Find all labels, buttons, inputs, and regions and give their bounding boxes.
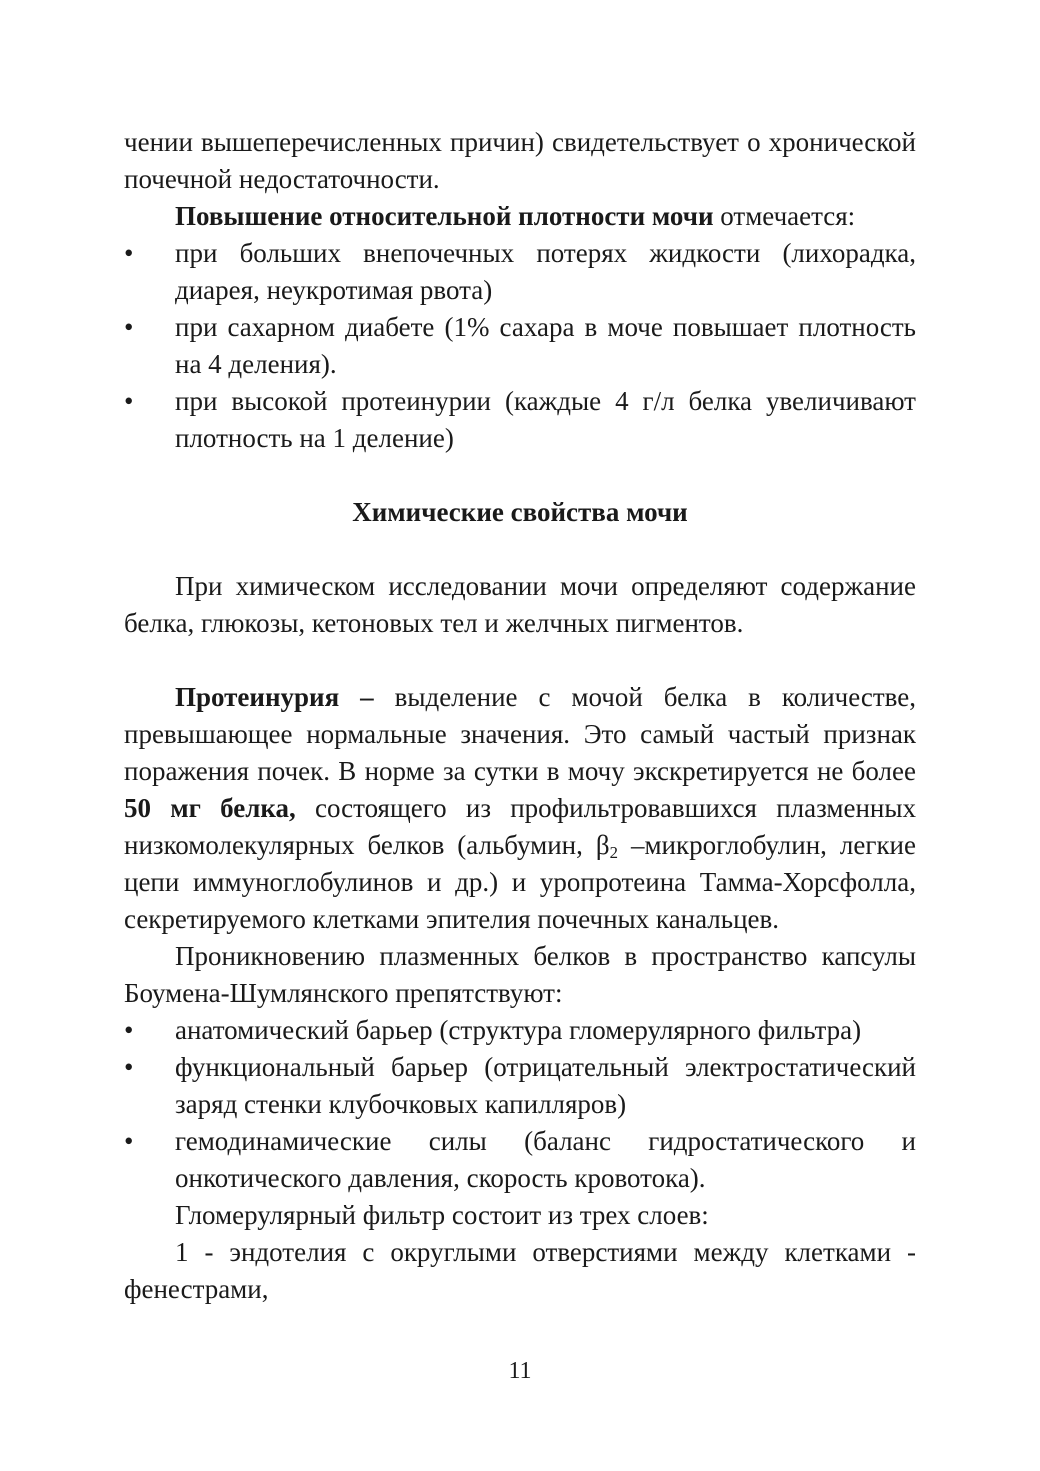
- paragraph-layer-1: 1 - эндотелия с округлыми отверстиями между клетками - фенестрами,: [124, 1237, 916, 1304]
- list-item-text: анатомический барьер (структура гломерулярного фильтра): [175, 1015, 862, 1045]
- list-item: [124, 383, 916, 457]
- protein-amount: 50 мг белка,: [124, 793, 296, 823]
- list-item-text: гемодинамические силы (баланс гидростатического и онкотического давления, скорость кровотока).: [175, 1126, 916, 1193]
- bullet-icon: •: [124, 1126, 134, 1156]
- section-title: Химические свойства мочи: [352, 497, 688, 527]
- bullet-icon: •: [124, 1015, 134, 1045]
- list-item: [124, 235, 916, 309]
- bullet-icon: •: [124, 312, 134, 342]
- list-item-text: при больших внепочечных потерях жидкости (лихорадка, диарея, неукротимая рвота): [175, 238, 916, 305]
- list-item-text: при высокой протеинурии (каждые 4 г/л белка увеличивают плотность на 1 деление): [175, 386, 916, 453]
- paragraph-barrier-intro: Проникновению плазменных белков в пространство капсулы Боумена-Шумлянского препятствуют:: [124, 941, 916, 1008]
- list-item-text: при сахарном диабете (1% сахара в моче повышает плотность на 4 деления).: [175, 312, 916, 379]
- list-item-text: функциональный барьер (отрицательный электростатический заряд стенки клубочковых капилляров): [175, 1052, 916, 1119]
- list-item: [124, 1012, 916, 1049]
- paragraph-continuation: чении вышеперечисленных причин) свидетельствует о хронической почечной недостаточности.: [124, 127, 916, 194]
- text-block-top: [124, 124, 916, 457]
- list-item: [124, 1123, 916, 1197]
- bullet-icon: •: [124, 238, 134, 268]
- density-heading: Повышение относительной плотности мочи: [175, 201, 714, 231]
- beta-subscript: 2: [609, 843, 618, 863]
- proteinuria-text-2: состоящего из профильтровавшихся плазменных низкомолекулярных белков (альбумин, β: [124, 793, 916, 860]
- bullet-icon: •: [124, 386, 134, 416]
- density-text: отмечается:: [713, 201, 856, 231]
- proteinuria-term: Протеинурия –: [175, 682, 374, 712]
- paragraph-filter-intro: Гломерулярный фильтр состоит из трех слоев:: [175, 1200, 709, 1230]
- list-item: [124, 1049, 916, 1123]
- proteinuria-text-3: –микроглобулин, легкие цепи иммуноглобулинов и др.) и уропротеина Тамма-Хорсфолла, секретируемого клетками эпителия почечных канальцев.: [124, 830, 916, 934]
- text-block-main: [124, 679, 916, 1308]
- list-item: [124, 309, 916, 383]
- page-number: 11: [508, 1358, 532, 1384]
- paragraph-proteinuria: [124, 679, 916, 938]
- paragraph-density: [124, 198, 916, 235]
- text-block-intro: [124, 568, 916, 642]
- bullet-icon: •: [124, 1052, 134, 1082]
- paragraph-intro: При химическом исследовании мочи определяют содержание белка, глюкозы, кетоновых тел и желчных пигментов.: [124, 571, 916, 638]
- proteinuria-text-1: выделение с мочой белка в количестве, превышающее нормальные значения. Это самый частый признак поражения почек. В норме за сутки в мочу экскретируется не более: [124, 682, 916, 786]
